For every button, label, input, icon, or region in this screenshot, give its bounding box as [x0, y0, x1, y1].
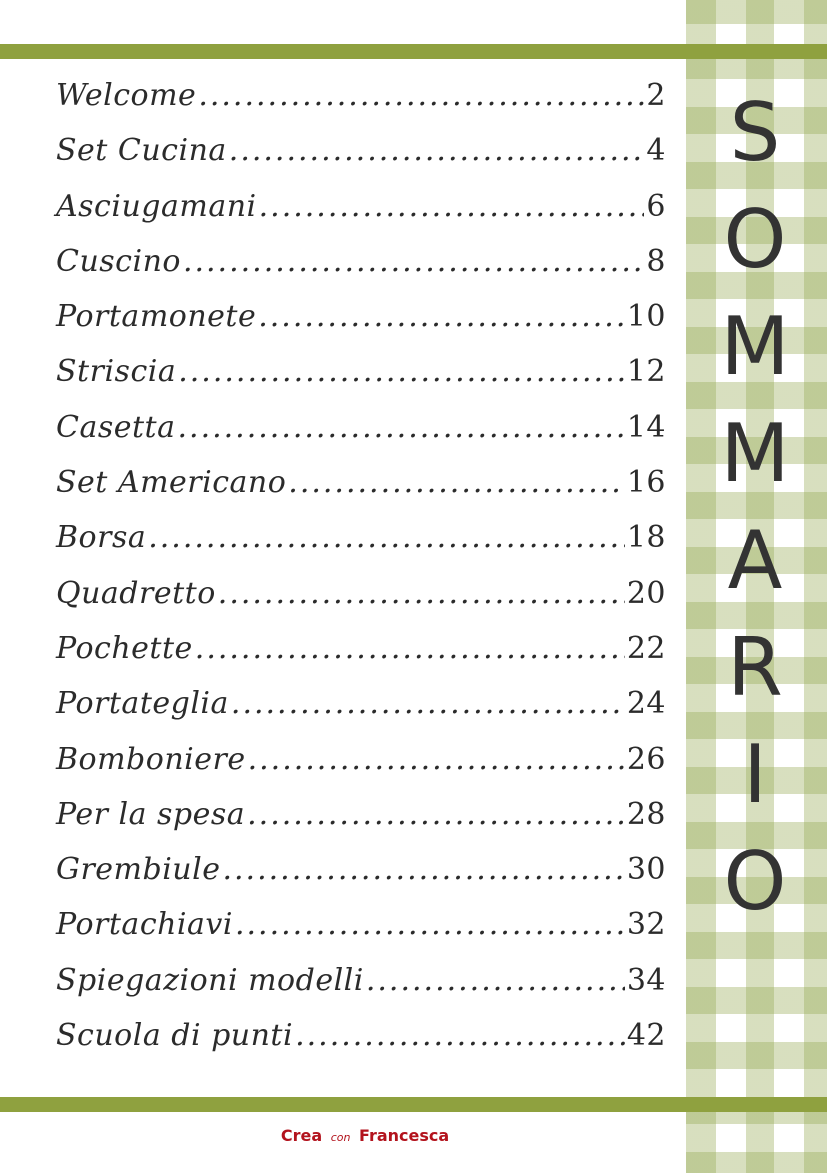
toc-entry[interactable] [56, 576, 666, 631]
table-of-contents [56, 78, 666, 1073]
toc-entry-page: 6 [646, 188, 666, 224]
toc-leader-dots [366, 963, 625, 998]
toc-leader-dots [178, 410, 625, 445]
sommario-letter: O [723, 193, 787, 286]
toc-entry-title: Per la spesa [56, 796, 246, 832]
toc-leader-dots [231, 686, 625, 721]
toc-entry-page: 34 [626, 962, 666, 998]
sommario-letter: A [727, 514, 783, 607]
toc-entry[interactable] [56, 742, 666, 797]
toc-entry[interactable] [56, 963, 666, 1018]
toc-entry[interactable] [56, 133, 666, 188]
toc-entry-page: 32 [626, 907, 666, 943]
footer-brand [0, 1126, 730, 1145]
toc-entry-title: Set Americano [56, 465, 287, 501]
toc-entry-page: 18 [626, 520, 666, 556]
toc-entry-page: 20 [626, 575, 666, 611]
toc-entry-title: Quadretto [56, 575, 216, 611]
toc-entry-page: 26 [626, 741, 666, 777]
toc-entry[interactable] [56, 1018, 666, 1073]
sommario-vertical-title [690, 88, 820, 944]
toc-entry[interactable] [56, 354, 666, 409]
brand-word-francesca: Francesca [359, 1126, 450, 1145]
sommario-letter: R [727, 621, 783, 714]
sommario-letter: M [720, 407, 790, 500]
toc-leader-dots [183, 244, 644, 279]
toc-entry-title: Scuola di punti [56, 1018, 294, 1054]
toc-entry[interactable] [56, 299, 666, 354]
toc-entry-title: Spiegazioni modelli [56, 962, 364, 998]
toc-entry-title: Grembiule [56, 852, 221, 888]
toc-entry-title: Portateglia [56, 686, 229, 722]
toc-entry-title: Casetta [56, 409, 176, 445]
toc-entry-title: Striscia [56, 354, 177, 390]
toc-leader-dots [248, 742, 625, 777]
toc-entry[interactable] [56, 852, 666, 907]
toc-leader-dots [195, 631, 625, 666]
toc-entry[interactable] [56, 410, 666, 465]
toc-entry-title: Pochette [56, 630, 193, 666]
toc-entry[interactable] [56, 907, 666, 962]
toc-leader-dots [148, 520, 625, 555]
toc-leader-dots [247, 797, 625, 832]
sommario-letter: S [729, 86, 781, 179]
toc-entry[interactable] [56, 244, 666, 299]
brand-word-crea: Crea [280, 1126, 323, 1145]
toc-entry[interactable] [56, 465, 666, 520]
toc-leader-dots [222, 852, 624, 887]
toc-entry-title: Portachiavi [56, 907, 233, 943]
toc-entry-page: 16 [626, 465, 666, 501]
toc-entry-page: 30 [626, 852, 666, 888]
toc-entry-title: Asciugamani [56, 188, 257, 224]
toc-entry-page: 24 [626, 686, 666, 722]
toc-entry-page: 12 [626, 354, 666, 390]
toc-entry[interactable] [56, 189, 666, 244]
toc-leader-dots [259, 189, 645, 224]
toc-entry-page: 28 [626, 796, 666, 832]
toc-entry[interactable] [56, 797, 666, 852]
toc-entry[interactable] [56, 520, 666, 575]
sommario-letter: O [723, 835, 787, 928]
toc-leader-dots [198, 78, 644, 113]
toc-leader-dots [218, 576, 625, 611]
brand-word-con: con [330, 1131, 351, 1144]
toc-entry-page: 2 [646, 78, 666, 113]
toc-entry-page: 8 [646, 243, 666, 279]
bottom-green-bar [0, 1097, 827, 1112]
toc-leader-dots [178, 354, 625, 389]
toc-entry[interactable] [56, 686, 666, 741]
toc-leader-dots [288, 465, 625, 500]
toc-entry[interactable] [56, 631, 666, 686]
sommario-letter: I [743, 728, 767, 821]
toc-leader-dots [295, 1018, 625, 1053]
sommario-letter: M [720, 300, 790, 393]
toc-entry-page: 42 [626, 1018, 666, 1054]
toc-entry-title: Bomboniere [56, 741, 246, 777]
toc-entry-page: 10 [626, 299, 666, 335]
toc-entry-page: 4 [646, 133, 666, 169]
toc-entry-title: Set Cucina [56, 133, 227, 169]
toc-entry-title: Welcome [56, 78, 197, 113]
toc-entry-title: Cuscino [56, 243, 181, 279]
toc-entry-title: Borsa [56, 520, 147, 556]
toc-leader-dots [235, 907, 625, 942]
toc-entry-title: Portamonete [56, 299, 257, 335]
top-green-bar [0, 44, 827, 59]
toc-leader-dots [258, 299, 625, 334]
toc-entry-page: 22 [626, 630, 666, 666]
toc-entry[interactable] [56, 78, 666, 133]
toc-entry-page: 14 [626, 409, 666, 445]
toc-leader-dots [229, 133, 645, 168]
